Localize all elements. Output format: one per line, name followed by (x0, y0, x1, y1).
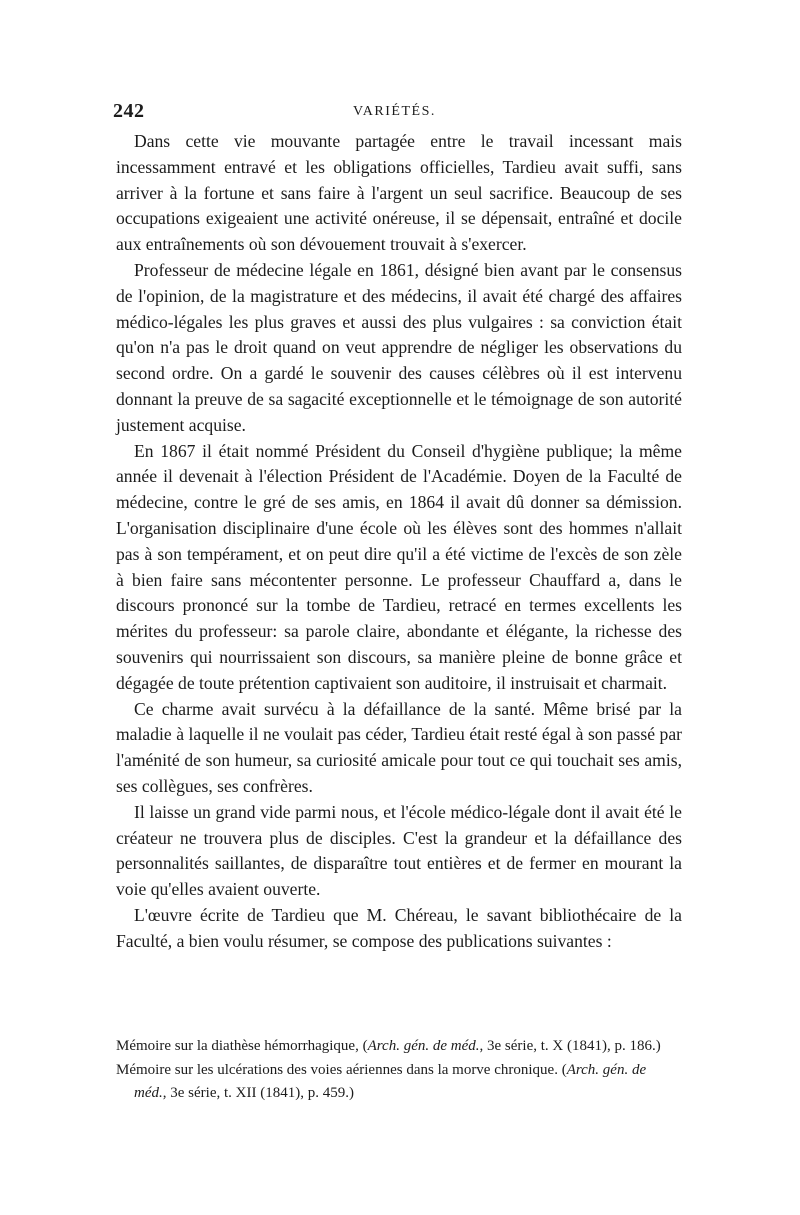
page-header (113, 100, 683, 130)
entry-journal: Arch. gén. de méd. (367, 1038, 480, 1054)
paragraph-grand-vide: Il laisse un grand vide parmi nous, et l'école médico-légale dont il avait été le créateur ne trouvera plus de disciples. C'est la grandeur et la défaillance des personnalités saillantes, de disparaître tout entières et de fermer en mourant la voie qu'elles avaient ouverte. (116, 801, 682, 900)
running-title: VARIÉTÉS. (353, 104, 436, 119)
bibliography-list (116, 1035, 682, 1106)
bibliography-entry (116, 1059, 682, 1105)
paragraph-president: En 1867 il était nommé Président du Conseil d'hygiène publique; la même année il devenait à l'élection Président de l'Académie. Doyen de la Faculté de médecine, contre le gré de ses amis, en 1864 il avait dû donner sa démission. L'organisation disciplinaire d'une école où les élèves sont des hommes n'allait pas à son tempérament, et on peut dire qu'il a été victime de l'excès de son zèle à bien faire sans mécontenter personne. Le professeur Chauffard a, dans le discours prononcé sur la tombe de Tardieu, retracé en termes excellents les mérites du professeur: sa parole claire, abondante et élégante, la richesse des souvenirs qui nourrissaient son discours, sa manière pleine de bonne grâce et dégagée de toute prétention captivaient son auditoire, il instruisait et charmait. (116, 440, 682, 693)
paragraph-oeuvre-ecrite: L'œuvre écrite de Tardieu que M. Chéreau, le savant bibliothécaire de la Faculté, a bien voulu résumer, se compose des publications suivantes : (116, 904, 682, 951)
paragraph-professeur: Professeur de médecine légale en 1861, désigné bien avant par le consensus de l'opinion, de la magistrature et des médecins, il avait été chargé des affaires médico-légales les plus graves et aussi des plus vulgaires : sa conviction était qu'on n'a pas le droit quand on veut apprendre de négliger les observations du second ordre. On a gardé le souvenir des causes célèbres où il est intervenu donnant la preuve de sa sagacité exceptionnelle et le témoignage de son autorité justement acquise. (116, 259, 682, 435)
body-text (116, 129, 682, 955)
entry-details: , 3e série, t. XII (1841), p. 459.) (162, 1085, 354, 1101)
entry-journal: Arch. gén. de méd. (134, 1062, 647, 1101)
entry-details: , 3e série, t. X (1841), p. 186.) (479, 1038, 661, 1054)
entry-title: Mémoire sur les ulcérations des voies aériennes dans la morve chronique. ( (116, 1062, 567, 1078)
page-number: 242 (113, 100, 145, 122)
paragraph-charme: Ce charme avait survécu à la défaillance de la santé. Même brisé par la maladie à laquelle il ne voulait pas céder, Tardieu était resté égal à son passé par l'aménité de son humeur, sa curiosité amicale pour tout ce qui touchait ses amis, ses collègues, ses confrères. (116, 698, 682, 796)
entry-title: Mémoire sur la diathèse hémorrhagique, ( (116, 1038, 368, 1054)
bibliography-entry (116, 1035, 682, 1058)
paragraph-vie-mouvante: Dans cette vie mouvante partagée entre le travail incessant mais incessamment entravé et les obligations officielles, Tardieu avait suffi, sans arriver à la fortune et sans faire à l'argent un seul sacrifice. Beaucoup de ses occupations exigeaient une activité onéreuse, il se dépensait, entraîné et docile aux entraînements où son dévouement trouvait à s'exercer. (116, 131, 682, 255)
